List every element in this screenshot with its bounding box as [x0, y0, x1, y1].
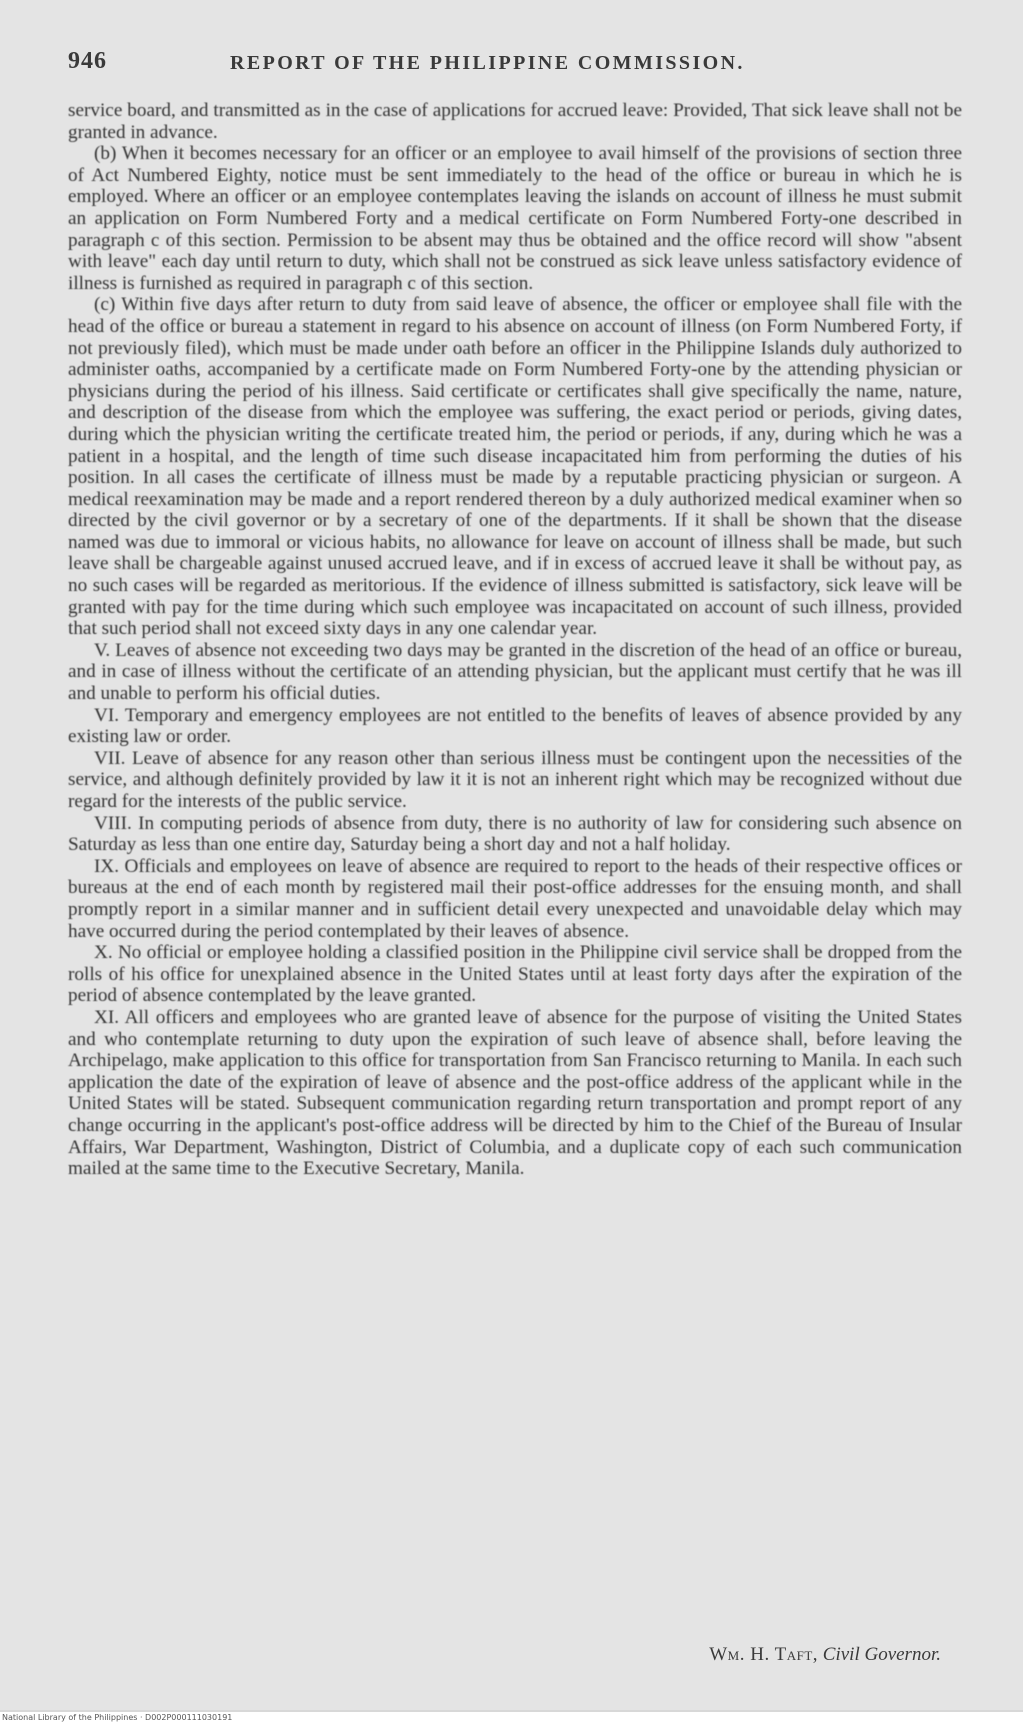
section-ix: IX. Officials and employees on leave of absence are required to report to the heads of their respective offices or bureaus at the end of each month by registered mail their post-office addresses for the ensuing month, and shall promptly report in a similar manner and in sufficient detail every unexpected and unavoidable delay which may have occurred during the period contemplated by their leaves of absence.: [68, 855, 962, 942]
paragraph-b: (b) When it becomes necessary for an officer or an employee to avail himself of the provisions of section three of Act Numbered Eighty, notice must be sent immediately to the head of the office or bureau in which he is employed. Where an officer or an employee contemplates leaving the islands on account of illness he must submit an application on Form Numbered Forty and a medical certificate on Form Numbered Forty-one described in paragraph c of this section. Permission to be absent may thus be obtained and the office record will show "absent with leave" each day until return to duty, which shall not be construed as sick leave unless satisfactory evidence of illness is furnished as required in paragraph c of this section.: [68, 143, 962, 294]
paragraph-c: (c) Within five days after return to duty from said leave of absence, the officer or employee shall file with the head of the office or bureau a statement in regard to his absence on account of illness (on Form Numbered Forty, if not previously filed), which must be made under oath before an officer in the Philippine Islands duly authorized to administer oaths, accompanied by a certificate made on Form Numbered Forty-one by the attending physician or physicians during the period of his illness. Said certificate or certificates shall give specifically the name, nature, and description of the disease from which the employee was suffering, the exact period or periods, giving dates, during which the physician writing the certificate treated him, the period or periods, if any, during which he was a patient in a hospital, and the length of time such disease incapacitated him from performing the duties of his position. In all cases the certificate of illness must be made by a reputable practicing physician or surgeon. A medical reexamination may be made and a report rendered thereon by a duly authorized medical examiner when so directed by the civil governor or by a secretary of one of the departments. If it shall be shown that the disease named was due to immoral or vicious habits, no allowance for leave on account of illness shall be made, but such leave shall be chargeable against unused accrued leave, and if in excess of accrued leave it shall be without pay, as no such cases will be regarded as meritorious. If the evidence of illness submitted is satisfactory, sick leave will be granted with pay for the time during which such employee was incapacitated on account of such illness, provided that such period shall not exceed sixty days in any one calendar year.: [68, 294, 962, 640]
footer-credit: National Library of the Philippines · D002P000111030191: [2, 1713, 233, 1722]
section-viii: VIII. In computing periods of absence from duty, there is no authority of law for considering such absence on Saturday as less than one entire day, Saturday being a short day and not a half holiday.: [68, 812, 962, 856]
signature-name: Wm. H. Taft,: [709, 1644, 819, 1665]
section-xi: XI. All officers and employees who are granted leave of absence for the purpose of visiting the United States and who contemplate returning to duty upon the expiration of such leave of absence shall, before leaving the Archipelago, make application to this office for transportation from San Francisco returning to Manila. In each such application the date of the expiration of leave of absence and the post-office address of the applicant while in the United States will be stated. Subsequent communication regarding return transportation and prompt report of any change occurring in the applicant's post-office address will be directed by him to the Chief of the Bureau of Insular Affairs, War Department, Washington, District of Columbia, and a duplicate copy of each such communication mailed at the same time to the Executive Secretary, Manila.: [68, 1006, 962, 1180]
section-v: V. Leaves of absence not exceeding two days may be granted in the discretion of the head of an office or bureau, and in case of illness without the certificate of an attending physician, but the applicant must certify that he was ill and unable to perform his official duties.: [68, 639, 962, 705]
signature-title: Civil Governor.: [822, 1644, 941, 1665]
body-text: [68, 100, 962, 1180]
running-head: REPORT OF THE PHILIPPINE COMMISSION.: [230, 52, 745, 74]
signature-block: [709, 1644, 941, 1666]
section-x: X. No official or employee holding a classified position in the Philippine civil service shall be dropped from the rolls of his office for unexplained absence in the United States until at least forty days after the expiration of the period of absence contemplated by the leave granted.: [68, 942, 962, 1007]
section-vi: VI. Temporary and emergency employees are not entitled to the benefits of leaves of absence provided by any existing law or order.: [68, 704, 962, 748]
page-header: [66, 48, 966, 78]
page-number: 946: [68, 48, 107, 74]
footer-strip: [0, 1712, 1023, 1726]
paragraph-continuation: service board, and transmitted as in the case of applications for accrued leave: Provided, That sick leave shall not be granted in advance.: [68, 100, 962, 143]
section-vii: VII. Leave of absence for any reason other than serious illness must be contingent upon the necessities of the service, and although definitely provided by law it it is not an inherent right which may be recognized without due regard for the interests of the public service.: [68, 747, 962, 812]
